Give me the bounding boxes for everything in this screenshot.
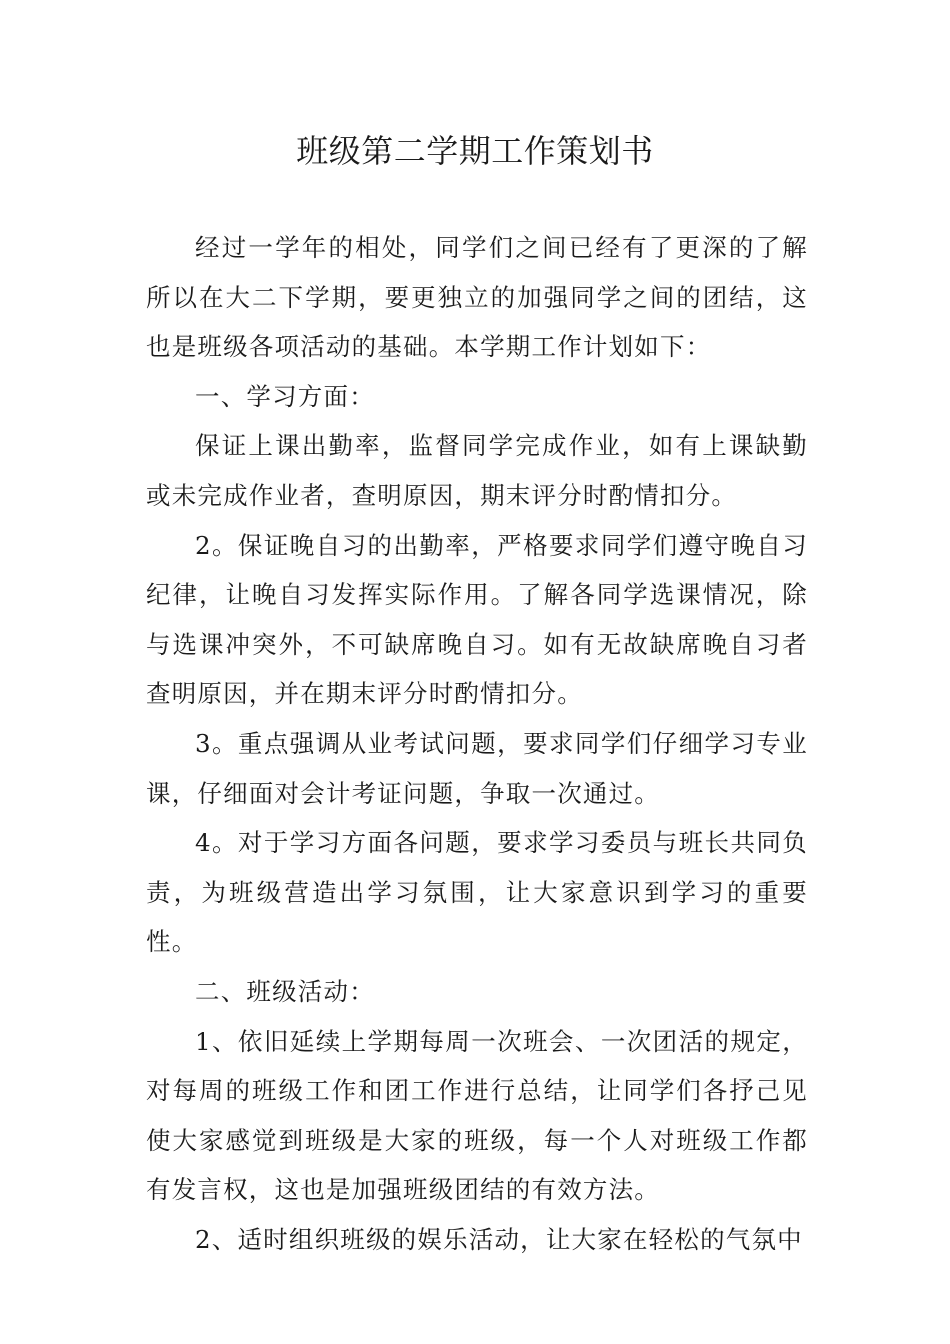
- paragraph-activities-2: 2、适时组织班级的娱乐活动，让大家在轻松的气氛中: [195, 1224, 803, 1254]
- document-title: 班级第二学期工作策划书: [296, 132, 654, 170]
- paragraph-intro: 经过一学年的相处，同学们之间已经有了更深的了解所以在大二下学期，要更独立的加强同学之间的团结，这也是班级各项活动的基础。本学期工作计划如下：: [146, 233, 808, 362]
- paragraph-study-3: 3。重点强调从业考试问题，要求同学们仔细学习专业课，仔细面对会计考证问题，争取一次通过。: [146, 728, 808, 808]
- paragraph-study-2: 2。保证晚自习的出勤率，严格要求同学们遵守晚自习纪律，让晚自习发挥实际作用。了解各同学选课情况，除与选课冲突外，不可缺席晚自习。如有无故缺席晚自习者查明原因，并在期末评分时酌情扣分。: [146, 530, 808, 709]
- paragraph-study-4: 4。对于学习方面各问题，要求学习委员与班长共同负责，为班级营造出学习氛围，让大家意识到学习的重要性。: [146, 828, 808, 957]
- paragraph-study-1: 保证上课出勤率，监督同学完成作业，如有上课缺勤或未完成作业者，查明原因，期末评分时酌情扣分。: [146, 431, 808, 510]
- heading-study: 一、学习方面：: [195, 381, 375, 411]
- document-body: [146, 223, 808, 1264]
- heading-activities: 二、班级活动：: [195, 976, 375, 1006]
- paragraph-activities-1: 1、依旧延续上学期每周一次班会、一次团活的规定，对每周的班级工作和团工作进行总结，让同学们各抒己见使大家感觉到班级是大家的班级，每一个人对班级工作都有发言权，这也是加强班级团结的有效方法。: [146, 1026, 808, 1205]
